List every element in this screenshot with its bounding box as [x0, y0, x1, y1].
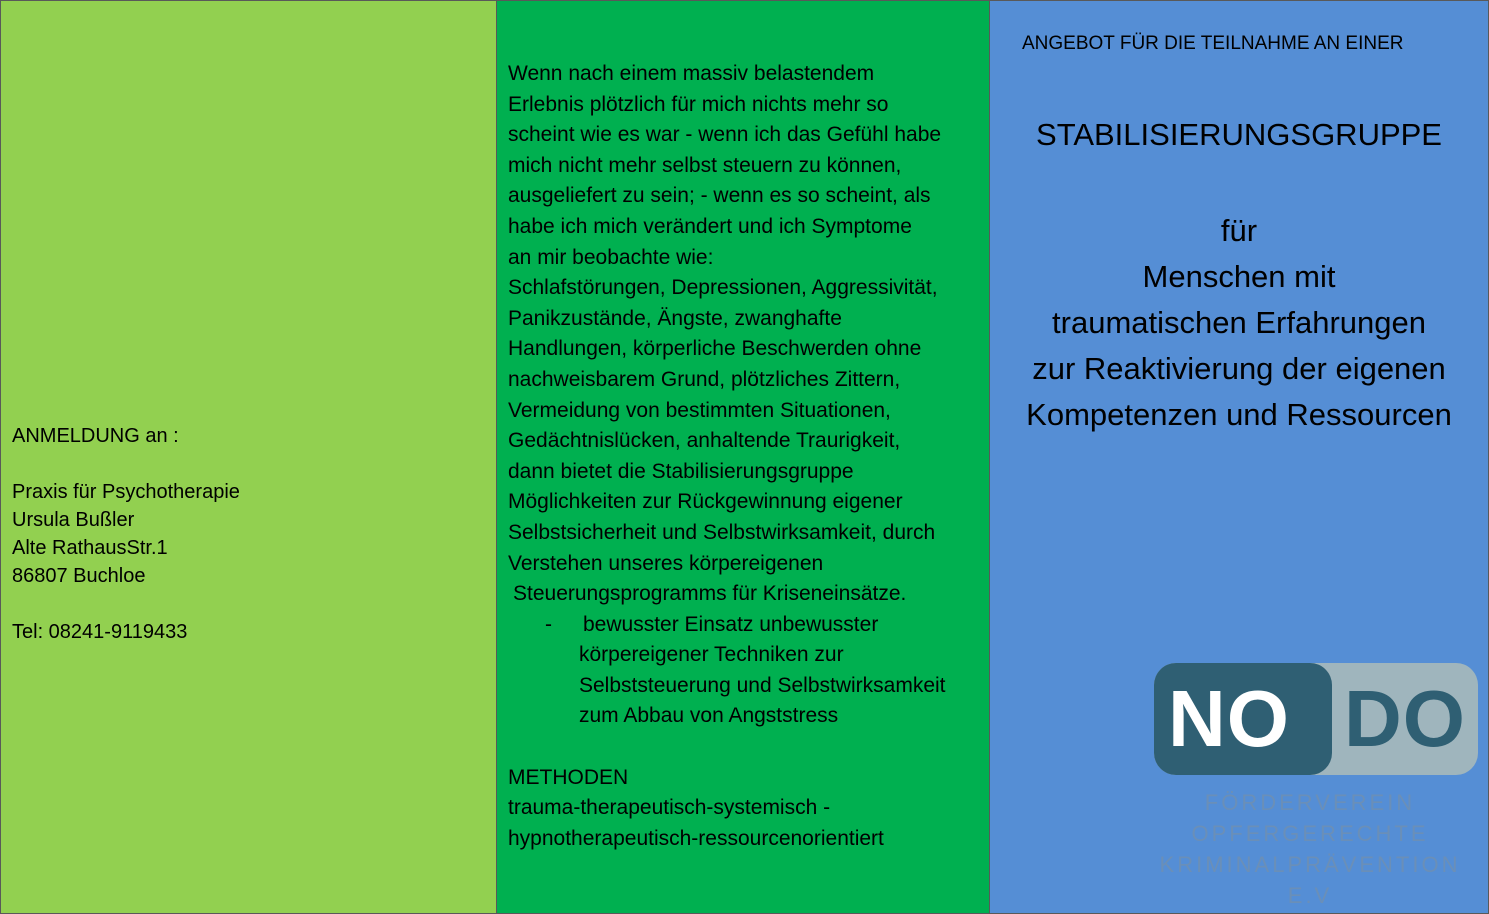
- intro-line: Gedächtnislücken, anhaltende Traurigkeit,: [508, 429, 901, 453]
- address-practice: Praxis für Psychotherapie: [12, 481, 240, 503]
- logo-word-do: DO: [1344, 674, 1466, 763]
- logo-sub-line: OPFERGERECHTE: [1191, 821, 1429, 846]
- intro-line: an mir beobachte wie:: [508, 245, 714, 269]
- address-city: 86807 Buchloe: [12, 565, 146, 587]
- methods-line: trauma-therapeutisch-systemisch -: [508, 796, 831, 820]
- intro-line: Schlafstörungen, Depressionen, Aggressivität,: [508, 276, 938, 300]
- intro-line: Wenn nach einem massiv belastendem: [508, 62, 875, 85]
- group-title: STABILISIERUNGSGRUPPE: [1036, 117, 1442, 152]
- intro-line: nachweisbarem Grund, plötzliches Zittern,: [508, 367, 901, 391]
- registration-panel: [1, 1, 497, 913]
- subtitle-line: für: [1220, 213, 1258, 248]
- intro-last-line: Steuerungsprogramms für Kriseneinsätze.: [513, 582, 907, 606]
- subtitle-line: Menschen mit: [1142, 259, 1336, 294]
- logo-subtitle: [1140, 787, 1480, 911]
- description-panel: [497, 1, 990, 913]
- offer-line: ANGEBOT FÜR DIE TEILNAHME AN EINER: [1022, 33, 1404, 54]
- methods-heading: METHODEN: [508, 765, 629, 789]
- subtitle-line: Kompetenzen und Ressourcen: [1026, 397, 1452, 432]
- title-panel: [990, 1, 1488, 913]
- bullet-line: körpereigener Techniken zur: [579, 643, 844, 667]
- phone-number: Tel: 08241-9119433: [12, 621, 188, 643]
- subtitle-line: zur Reaktivierung der eigenen: [1032, 351, 1446, 386]
- logo-sub-line: FÖRDERVEREIN: [1204, 790, 1416, 815]
- intro-line: Vermeidung von bestimmten Situationen,: [508, 398, 891, 422]
- logo-word-no: NO: [1168, 674, 1290, 763]
- intro-line: Panikzustände, Ängste, zwanghafte: [508, 306, 842, 330]
- address-street: Alte RathausStr.1: [12, 537, 168, 559]
- bullet-line: bewusster Einsatz unbewusster: [583, 612, 879, 636]
- intro-line: Handlungen, körperliche Beschwerden ohne: [508, 337, 922, 361]
- bullet-dash: -: [545, 612, 552, 636]
- methods-line: hypnotherapeutisch-ressourcenorientiert: [508, 826, 884, 850]
- registration-heading: ANMELDUNG an :: [12, 425, 179, 447]
- bullet-line: Selbststeuerung und Selbstwirksamkeit: [579, 673, 946, 697]
- intro-line: ausgeliefert zu sein; - wenn es so scheint, als: [508, 184, 931, 208]
- intro-line: Möglichkeiten zur Rückgewinnung eigener: [508, 490, 903, 514]
- registration-block: [12, 422, 240, 646]
- address-name: Ursula Bußler: [12, 509, 135, 531]
- logo-sub-line: KRIMINALPRÄVENTION E.V: [1159, 852, 1461, 908]
- description-text: [508, 59, 983, 854]
- nodo-logo: [1154, 663, 1478, 775]
- intro-line: Erlebnis plötzlich für mich nichts mehr so: [508, 92, 889, 116]
- group-subtitle: [990, 208, 1488, 438]
- intro-line: mich nicht mehr selbst steuern zu können,: [508, 153, 902, 177]
- bullet-line: zum Abbau von Angststress: [579, 704, 839, 728]
- intro-line: habe ich mich verändert und ich Symptome: [508, 214, 912, 238]
- intro-line: scheint wie es war - wenn ich das Gefühl habe: [508, 123, 942, 147]
- bullet-item: [508, 610, 983, 732]
- intro-line: Verstehen unseres körpereigenen: [508, 551, 824, 575]
- subtitle-line: traumatischen Erfahrungen: [1052, 305, 1426, 340]
- intro-line: dann bietet die Stabilisierungsgruppe: [508, 459, 854, 483]
- intro-line: Selbstsicherheit und Selbstwirksamkeit, durch: [508, 520, 936, 544]
